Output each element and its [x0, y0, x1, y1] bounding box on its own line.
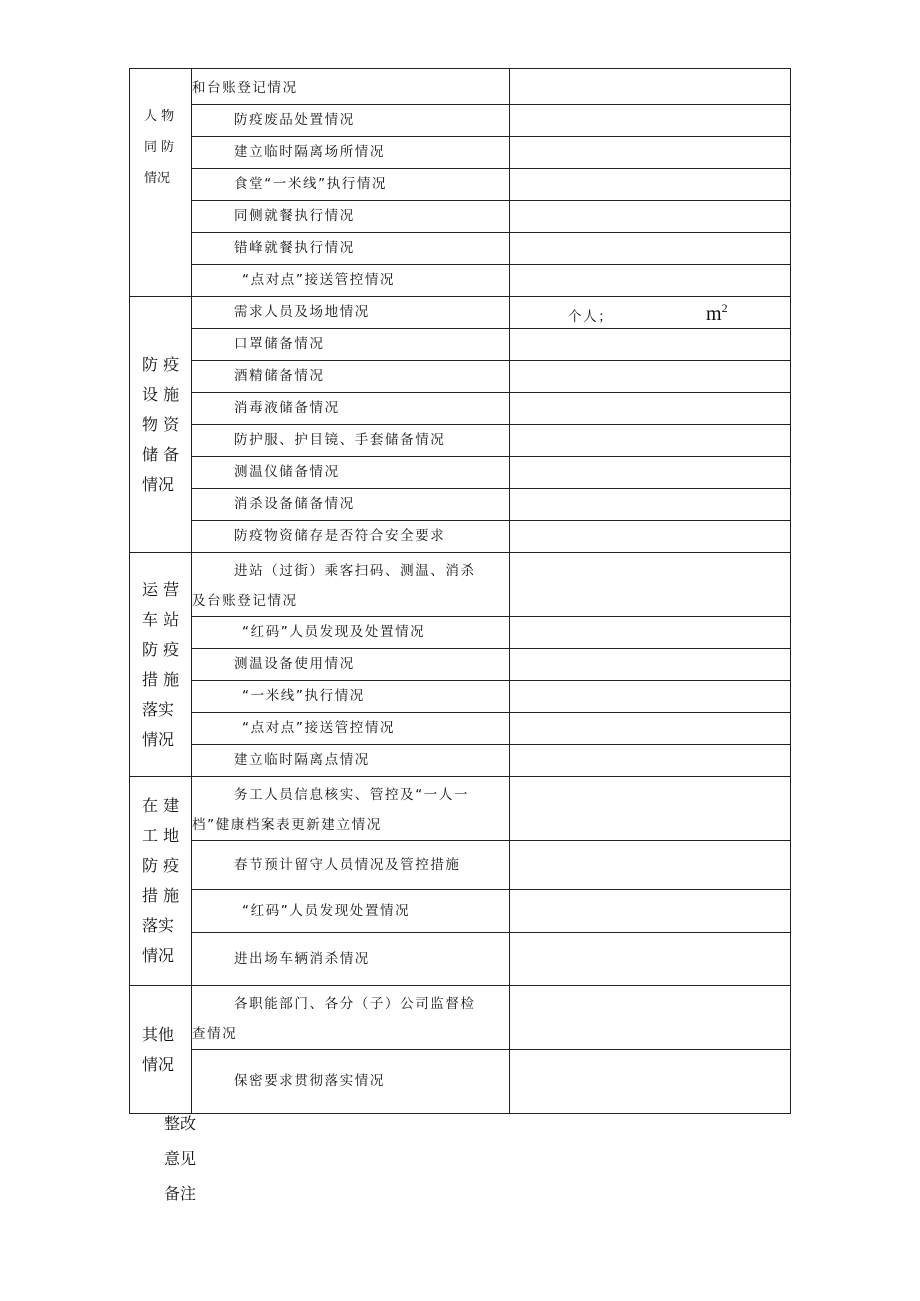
item-label: “红码”人员发现及处置情况 — [192, 617, 510, 649]
value-cell[interactable] — [510, 890, 791, 933]
opinion-label: 意见 — [164, 1149, 197, 1168]
value-cell[interactable] — [510, 169, 791, 201]
value-cell[interactable] — [510, 361, 791, 393]
value-cell[interactable] — [510, 681, 791, 713]
item-label: 进出场车辆消杀情况 — [192, 933, 510, 986]
item-label: 务工人员信息核实、管控及“一人一 档”健康档案表更新建立情况 — [192, 777, 510, 841]
category-label — [130, 69, 192, 297]
item-label: 各职能部门、各分（子）公司监督检 查情况 — [192, 986, 510, 1050]
item-label: “点对点”接送管控情况 — [192, 265, 510, 297]
category-label-line: 情况 — [142, 474, 175, 494]
value-cell[interactable] — [510, 745, 791, 777]
table-row — [130, 986, 791, 1050]
table-row — [130, 169, 791, 201]
category-label — [130, 553, 192, 777]
table-row — [130, 745, 791, 777]
table-row — [130, 521, 791, 553]
category-label-line: 人 物 — [144, 109, 175, 124]
category-label-line: 其他 — [142, 1024, 175, 1044]
item-label: 防护服、护目镜、手套储备情况 — [192, 425, 510, 457]
category-label-line: 物 资 — [142, 414, 180, 434]
item-label: 消毒液储备情况 — [192, 393, 510, 425]
category-label — [130, 986, 192, 1114]
table-row — [130, 649, 791, 681]
category-label-line: 防 疫 — [142, 639, 180, 659]
item-label: 春节预计留守人员情况及管控措施 — [192, 841, 510, 890]
category-label-line: 储 备 — [142, 444, 180, 464]
remarks-label: 备注 — [164, 1184, 197, 1203]
value-cell[interactable] — [510, 265, 791, 297]
value-cell[interactable] — [510, 777, 791, 841]
table-row — [130, 553, 791, 617]
category-label-line: 同 防 — [144, 140, 175, 155]
value-cell[interactable] — [510, 933, 791, 986]
category-label-line: 工 地 — [142, 826, 180, 845]
item-label: 同侧就餐执行情况 — [192, 201, 510, 233]
table-row — [130, 890, 791, 933]
table-row — [130, 297, 791, 329]
item-label: 错峰就餐执行情况 — [192, 233, 510, 265]
table-row — [130, 489, 791, 521]
table-row — [130, 777, 791, 841]
value-cell[interactable] — [510, 617, 791, 649]
area-unit-label: $m^2$ — [706, 301, 728, 325]
value-cell[interactable] — [510, 137, 791, 169]
category-label — [130, 777, 192, 986]
value-cell[interactable] — [510, 297, 791, 329]
table-row — [130, 425, 791, 457]
people-count-label: 个人； — [568, 309, 614, 325]
category-label-line: 落实 — [142, 916, 175, 935]
value-cell[interactable] — [510, 489, 791, 521]
value-cell[interactable] — [510, 649, 791, 681]
item-label: 建立临时隔离场所情况 — [192, 137, 510, 169]
category-label-line: 防 疫 — [142, 856, 180, 875]
value-cell[interactable] — [510, 553, 791, 617]
category-label-line: 设 施 — [142, 384, 180, 404]
table-row — [130, 681, 791, 713]
table-row — [130, 69, 791, 105]
item-label: 消杀设备储备情况 — [192, 489, 510, 521]
category-label-line: 车 站 — [142, 609, 180, 629]
category-label-line: 情况 — [142, 1054, 175, 1074]
category-label-line: 措 施 — [142, 886, 180, 905]
value-cell[interactable] — [510, 69, 791, 105]
category-label-line: 情况 — [144, 171, 171, 186]
value-cell[interactable] — [510, 105, 791, 137]
value-cell[interactable] — [510, 329, 791, 361]
item-label: “一米线”执行情况 — [192, 681, 510, 713]
table-row — [130, 841, 791, 890]
category-label-line: 运 营 — [142, 579, 180, 599]
table-row — [130, 361, 791, 393]
table-row — [130, 329, 791, 361]
item-label: 建立临时隔离点情况 — [192, 745, 510, 777]
item-label: 防疫物资储存是否符合安全要求 — [192, 521, 510, 553]
item-label: 酒精储备情况 — [192, 361, 510, 393]
item-label: 口罩储备情况 — [192, 329, 510, 361]
table-row — [130, 137, 791, 169]
value-cell[interactable] — [510, 986, 791, 1050]
table-row — [130, 265, 791, 297]
value-cell[interactable] — [510, 713, 791, 745]
item-label: 保密要求贯彻落实情况 — [192, 1050, 510, 1114]
category-label-line: 防 疫 — [142, 354, 180, 374]
table-row — [130, 233, 791, 265]
item-label: 和台账登记情况 — [192, 69, 510, 105]
item-label: 测温仪储备情况 — [192, 457, 510, 489]
table-row — [130, 457, 791, 489]
table-row — [130, 617, 791, 649]
value-cell[interactable] — [510, 233, 791, 265]
value-cell[interactable] — [510, 425, 791, 457]
table-row — [130, 933, 791, 986]
table-row — [130, 1050, 791, 1114]
category-label-line: 措 施 — [142, 669, 180, 689]
category-label-line: 落实 — [142, 699, 175, 719]
inspection-form-table — [129, 68, 791, 1114]
value-cell[interactable] — [510, 393, 791, 425]
value-cell[interactable] — [510, 841, 791, 890]
item-label: 食堂“一米线”执行情况 — [192, 169, 510, 201]
category-label-line: 情况 — [142, 946, 175, 965]
item-label: “点对点”接送管控情况 — [192, 713, 510, 745]
value-cell[interactable] — [510, 457, 791, 489]
item-label: 需求人员及场地情况 — [192, 297, 510, 329]
table-row — [130, 393, 791, 425]
category-label — [130, 297, 192, 553]
value-cell[interactable] — [510, 1050, 791, 1114]
category-label-line: 情况 — [142, 729, 175, 749]
category-label-line: 在 建 — [142, 796, 180, 815]
value-cell[interactable] — [510, 201, 791, 233]
item-label: 测温设备使用情况 — [192, 649, 510, 681]
item-label: “红码”人员发现处置情况 — [192, 890, 510, 933]
value-cell[interactable] — [510, 521, 791, 553]
table-row — [130, 713, 791, 745]
rectification-label: 整改 — [164, 1114, 197, 1133]
item-label: 防疫废品处置情况 — [192, 105, 510, 137]
table-row — [130, 105, 791, 137]
item-label: 进站（过街）乘客扫码、测温、消杀 及台账登记情况 — [192, 553, 510, 617]
table-row — [130, 201, 791, 233]
